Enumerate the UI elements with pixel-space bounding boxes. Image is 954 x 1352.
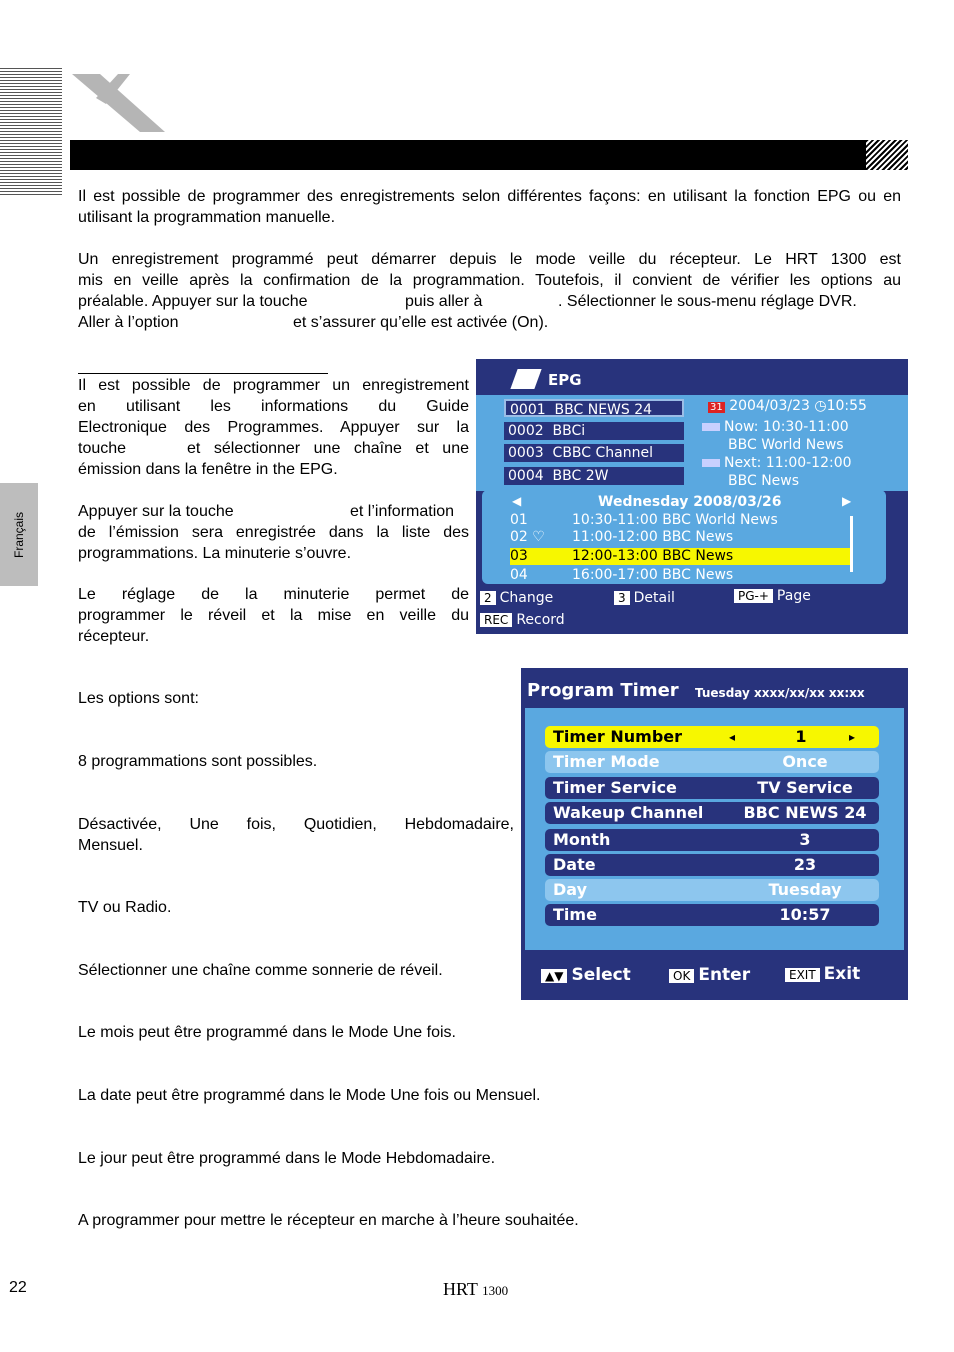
epg-p3-l2: programmer le réveil et la mise en veille du bbox=[78, 607, 469, 624]
timer-row-month[interactable]: Month 3 bbox=[545, 829, 879, 851]
epg-p1-l4b: et sélectionner une chaîne et une bbox=[187, 440, 469, 457]
intro-p2-line3a: préalable. Appuyer sur la touche bbox=[78, 293, 308, 310]
epg-now-title: BBC World News bbox=[728, 437, 844, 453]
section-title-underline bbox=[78, 373, 328, 374]
option-timer-mode-desc-l2: Mensuel. bbox=[78, 837, 143, 854]
epg-date: 2004/03/23 bbox=[729, 398, 810, 414]
timer-panel bbox=[525, 708, 904, 950]
intro-p2-line4a: Aller à l’option bbox=[78, 314, 179, 331]
heart-icon: ♡ bbox=[532, 529, 545, 545]
epg-page-hint: PG-+ Page bbox=[734, 588, 811, 604]
footer-model: HRT 1300 bbox=[443, 1279, 509, 1299]
section-header-bar bbox=[70, 140, 870, 170]
epg-day-line: Wednesday 2008/03/26 bbox=[598, 494, 782, 510]
next-bar-icon bbox=[702, 459, 720, 467]
epg-change-hint: 2 Change bbox=[480, 590, 553, 606]
option-day-desc: Le jour peut être programmé dans le Mode Hebdomadaire. bbox=[78, 1150, 496, 1167]
options-intro: Les options sont: bbox=[78, 690, 199, 707]
epg-schedule-row[interactable]: 01 10:30-11:00 BBC World News bbox=[510, 512, 778, 528]
option-month-desc: Le mois peut être programmé dans le Mode Une fois. bbox=[78, 1024, 456, 1041]
timer-row-number[interactable]: Timer Number ◂ 1 ▸ bbox=[545, 726, 879, 748]
epg-upper-panel bbox=[476, 395, 908, 491]
timer-row-mode[interactable]: Timer Mode Once bbox=[545, 751, 879, 773]
epg-schedule-panel bbox=[482, 490, 886, 584]
epg-schedule-row[interactable]: 02 ♡ 11:00-12:00 BBC News bbox=[510, 529, 734, 545]
epg-screen bbox=[476, 359, 908, 634]
option-time-desc: A programmer pour mettre le récepteur en marche à l’heure souhaitée. bbox=[78, 1212, 579, 1229]
timer-row-service[interactable]: Timer Service TV Service bbox=[545, 777, 879, 799]
now-bar-icon bbox=[702, 423, 720, 431]
epg-record-hint: REC Record bbox=[480, 612, 565, 628]
intro-p2-line4b: et s’assurer qu’elle est activée (On). bbox=[293, 314, 549, 331]
epg-schedule-row[interactable]: 04 16:00-17:00 BBC News bbox=[510, 567, 734, 583]
language-side-tab bbox=[0, 483, 38, 586]
epg-p1-l1: Il est possible de programmer un enregistrement bbox=[78, 377, 469, 394]
epg-next-line: Next: 11:00-12:00 bbox=[702, 455, 852, 471]
arrow-left-icon[interactable]: ◂ bbox=[729, 730, 736, 744]
option-timer-mode-desc-l1: Désactivée, Une fois, Quotidien, Hebdomadaire, bbox=[78, 816, 514, 833]
calendar-icon: 31 bbox=[710, 402, 723, 413]
language-tab-label: Français bbox=[12, 511, 26, 558]
intro-paragraph-1: Il est possible de programmer des enregistrements selon différentes façons: en utilisant la fonction EPG ou en utilisant la programmation manuelle. bbox=[78, 188, 901, 226]
clock-icon: ◷ bbox=[814, 398, 827, 414]
header-hatch-decoration bbox=[866, 140, 908, 170]
epg-p2-l3: programmations. La minuterie s’ouvre. bbox=[78, 545, 352, 562]
option-date-desc: La date peut être programmé dans le Mode Une fois ou Mensuel. bbox=[78, 1087, 541, 1104]
epg-p2-l2: de l’émission sera enregistrée dans la liste des bbox=[78, 524, 469, 541]
intro-p2-line2: mis en veille après la confirmation de la programmation. Toutefois, il convient de vérifier les options au bbox=[78, 272, 901, 289]
timer-enter-hint: OK Enter bbox=[669, 965, 750, 985]
epg-document-icon bbox=[510, 369, 541, 389]
option-timer-service-desc: TV ou Radio. bbox=[78, 899, 172, 916]
epg-title: EPG bbox=[548, 371, 582, 389]
epg-p1-l2: en utilisant les informations du Guide bbox=[78, 398, 469, 415]
brand-logo-icon bbox=[70, 68, 170, 138]
epg-p1-l3: Electronique des Programmes. Appuyer sur la bbox=[78, 419, 469, 436]
epg-p3-l3: récepteur. bbox=[78, 628, 150, 645]
epg-channel-item[interactable]: 0003 CBBC Channel bbox=[504, 444, 684, 462]
epg-next-title: BBC News bbox=[728, 473, 800, 489]
epg-now-line: Now: 10:30-11:00 bbox=[702, 419, 849, 435]
epg-time: 10:55 bbox=[826, 398, 867, 414]
epg-schedule-row-selected[interactable]: 03 12:00-13:00 BBC News bbox=[510, 548, 850, 565]
timer-row-wakeup-channel[interactable]: Wakeup Channel BBC NEWS 24 bbox=[545, 802, 879, 824]
option-timer-number-desc: 8 programmations sont possibles. bbox=[78, 753, 318, 770]
epg-channel-item[interactable]: 0001 BBC NEWS 24 bbox=[504, 399, 684, 417]
intro-p2-line1: Un enregistrement programmé peut démarrer depuis le mode veille du récepteur. Le HRT 1300 est bbox=[78, 251, 901, 268]
epg-p2-l1b: et l’information bbox=[350, 503, 455, 520]
epg-channel-item[interactable]: 0004 BBC 2W bbox=[504, 467, 684, 485]
epg-date-line bbox=[708, 398, 867, 414]
arrow-right-icon[interactable]: ▸ bbox=[849, 730, 856, 744]
timer-row-date[interactable]: Date 23 bbox=[545, 854, 879, 876]
arrow-left-icon[interactable]: ◀ bbox=[512, 494, 522, 508]
decorative-stripes bbox=[0, 68, 62, 196]
program-timer-screen bbox=[521, 668, 908, 1000]
intro-p2-line3b: puis aller à bbox=[405, 293, 483, 310]
epg-detail-hint: 3 Detail bbox=[614, 590, 675, 606]
epg-p1-l5: émission dans la fenêtre in the EPG. bbox=[78, 461, 338, 478]
arrow-right-icon[interactable]: ▶ bbox=[842, 494, 852, 508]
timer-row-time[interactable]: Time 10:57 bbox=[545, 904, 879, 926]
epg-channel-item[interactable]: 0002 BBCi bbox=[504, 422, 684, 440]
timer-title: Program Timer bbox=[527, 680, 679, 701]
option-wakeup-channel-desc: Sélectionner une chaîne comme sonnerie de réveil. bbox=[78, 962, 443, 979]
up-down-arrows-icon: ▲▼ bbox=[541, 969, 567, 983]
page-number: 22 bbox=[9, 1279, 27, 1296]
timer-exit-hint: EXIT Exit bbox=[785, 964, 860, 984]
epg-scrollbar[interactable] bbox=[850, 516, 853, 572]
epg-p3-l1: Le réglage de la minuterie permet de bbox=[78, 586, 469, 603]
epg-p1-l4a: touche bbox=[78, 440, 127, 457]
timer-date: Tuesday xxxx/xx/xx xx:xx bbox=[695, 686, 865, 700]
timer-row-day[interactable]: Day Tuesday bbox=[545, 879, 879, 901]
epg-p2-l1a: Appuyer sur la touche bbox=[78, 503, 234, 520]
intro-p2-line3c: . Sélectionner le sous-menu réglage DVR. bbox=[558, 293, 857, 310]
timer-select-hint: ▲▼ Select bbox=[541, 965, 631, 985]
